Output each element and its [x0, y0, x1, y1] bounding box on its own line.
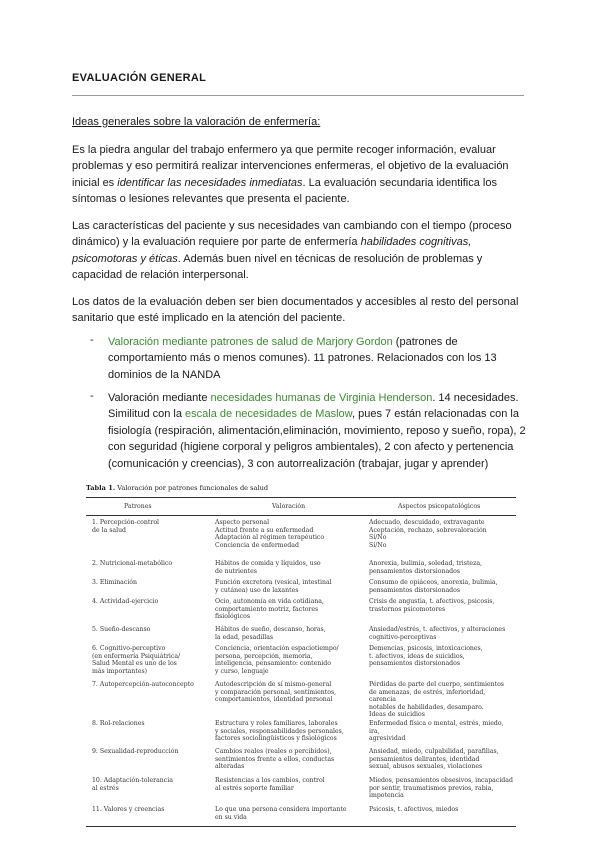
- list-item-text: . 14 necesidades. Similitud con la: [108, 392, 519, 421]
- table-cell-valoracion: Resistencias a los cambios, control al estrés soporte familiar: [215, 777, 325, 792]
- emphasis-text: identificar las necesidades inmediatas: [117, 176, 303, 189]
- list-item-text: Valoración mediante: [108, 392, 211, 404]
- table-cell-patron: 5. Sueño-descanso: [92, 626, 151, 633]
- table-top-rule: [86, 497, 516, 498]
- table-header-aspectos: Aspectos psicopatológicos: [398, 503, 481, 510]
- table-cell-valoracion: Conciencia, orientación espaciotiempo/ persona, percepción, memoria, inteligencia, pensamiento: contenido y curso, lenguaje: [215, 645, 339, 675]
- paragraph-text: . La evaluación secundaria identifica los síntomas o lesiones relevantes que presenta el paciente.: [72, 176, 497, 206]
- page-title: EVALUACIÓN GENERAL: [72, 72, 207, 84]
- table-cell-valoracion: Cambios reales (reales o percibidos), sentimientos frente a ellos, conductas alteradas: [215, 748, 335, 771]
- table-header-patrones: Patrones: [124, 503, 152, 510]
- table-header-valoracion: Valoración: [272, 503, 306, 510]
- table-cell-valoracion: Lo que una persona considera importante en su vida: [215, 806, 347, 821]
- paragraph-text: Las características del paciente y sus necesidades van cambiando con el tiempo (proceso dinámico) y la evaluación requiere por parte de enfermería: [72, 220, 512, 249]
- paragraph-text: Es la piedra angular del trabajo enfermero ya que permite recoger información, evaluar problemas y eso permitirá realizar intervenciones enfermeras, el objetivo de la evaluación inicial es: [72, 144, 509, 189]
- table-caption-text: Valoración por patrones funcionales de salud: [115, 484, 269, 492]
- table-cell-aspectos: Psicosis, t. afectivos, miedos: [369, 806, 459, 813]
- table-header-rule: [86, 515, 516, 516]
- table-cell-aspectos: Ansiedad, miedo, culpabilidad, parafilias, pensamientos delirantes, identidad sexual, abusos sexuales, violaciones: [369, 748, 499, 771]
- gordon-link[interactable]: Valoración mediante patrones de salud de Marjory Gordon: [108, 336, 393, 348]
- table-cell-valoracion: Estructura y roles familiares, laborales y sociales, responsabilidades personales, factores sociolingüísticos y fisiológicos: [215, 720, 344, 743]
- table-cell-aspectos: Enfermedad física o mental, estrés, miedo, ira, agresividad: [369, 720, 504, 743]
- table-cell-aspectos: Miedos, pensamientos obsesivos, incapacidad por sentir, traumatismos previos, rabia, impotencia: [369, 777, 513, 800]
- table-cell-valoracion: Hábitos de sueño, descanso, horas, la edad, pesadillas: [215, 626, 326, 641]
- table-cell-valoracion: Hábitos de comida y líquidos, uso de nutrientes: [215, 560, 321, 575]
- table-cell-patron: 11. Valores y creencias: [92, 806, 165, 813]
- table-cell-valoracion: Ocio, autonomía en vida cotidiana, comportamiento motriz, factores fisiológicos: [215, 598, 324, 621]
- table-cell-aspectos: Ansiedad/estrés, t. afectivos, y alteraciones cognitivo-perceptivas: [369, 626, 506, 641]
- emphasis-text: habilidades cognitivas, psicomotoras y éticas: [72, 236, 472, 265]
- table-cell-aspectos: Adecuado, descuidado, extravagante Aceptación, rechazo, sobrevaloración Sí/No Sí/No: [369, 519, 487, 549]
- table-cell-patron: 2. Nutricional-metabólico: [92, 560, 173, 567]
- bullet-marker: -: [90, 334, 94, 346]
- table-cell-valoracion: Aspecto personal Actitud frente a su enfermedad Adaptación al régimen terapéutico Conciencia de enfermedad: [215, 519, 325, 549]
- table-cell-patron: 7. Autopercepción-autoconcepto: [92, 681, 194, 688]
- bullet-marker: -: [90, 390, 94, 402]
- table-cell-patron: 8. Rol-relaciones: [92, 720, 145, 727]
- table-cell-patron: 3. Eliminación: [92, 579, 138, 586]
- table-cell-patron: 1. Percepción-control de la salud: [92, 519, 160, 534]
- list-item-gordon: [108, 334, 528, 383]
- henderson-link[interactable]: necesidades humanas de Virginia Henderson: [210, 392, 433, 404]
- table-bottom-rule: [86, 826, 516, 827]
- section-subheading: Ideas generales sobre la valoración de enfermería:: [72, 116, 321, 128]
- title-divider: [72, 95, 524, 96]
- paragraph-text: . Además buen nivel en técnicas de resolución de problemas y capacidad de relación interpersonal.: [72, 252, 483, 282]
- maslow-link[interactable]: escala de necesidades de Maslow: [185, 408, 352, 421]
- paragraph-caracteristicas: [72, 218, 528, 284]
- list-item-text: , pues 7 están relacionadas con la fisiología (respiración, alimentación,eliminación, movimiento, reposo y sueño, ropa), 2 con seguridad (higiene corporal y peligros ambientales), 2 con afecto y pertenencia (comunicación y creencias), 3 con autorrealización (trabajar, jugar y aprender): [108, 408, 526, 470]
- list-item-text: (patrones de comportamiento más o menos comunes). 11 patrones. Relacionados con los 13 dominios de la NANDA: [108, 336, 497, 381]
- table-cell-aspectos: Demencias, psicosis, intoxicaciones, t. afectivos, ideas de suicidios, pensamientos distorsionados: [369, 645, 483, 668]
- table-caption-label: Tabla 1.: [86, 484, 116, 492]
- table-cell-valoracion: Función excretora (vesical, intestinal y cutánea) uso de laxantes: [215, 579, 332, 594]
- paragraph-datos: Los datos de la evaluación deben ser bien documentados y accesibles al resto del personal sanitario que esté implicado en la atención del paciente.: [72, 296, 519, 325]
- paragraph-valoracion: [72, 142, 528, 208]
- table-cell-patron: 9. Sexualidad-reproducción: [92, 748, 179, 755]
- table-caption: [86, 484, 268, 492]
- table-cell-patron: 4. Actividad-ejercicio: [92, 598, 159, 605]
- table-cell-aspectos: Consumo de opiáceos, anorexia, bulimia, pensamientos distorsionados: [369, 579, 498, 594]
- table-cell-patron: 6. Cognitivo-perceptivo (en enfermería Psiquiátrica/ Salud Mental es uno de los más importantes): [92, 645, 181, 675]
- table-cell-valoracion: Autodescripción de sí mismo-general y comparación personal, sentimientos, comportamientos, identidad personal: [215, 681, 337, 704]
- list-item-henderson: [108, 390, 528, 472]
- table-cell-aspectos: Pérdidas de parte del cuerpo, sentimientos de amenazas, de estrés, inferioridad, carencia notables de habilidades, desamparo. Ideas de suicidios: [369, 681, 504, 719]
- table-cell-patron: 10. Adaptación-tolerancia al estrés: [92, 777, 173, 792]
- table-cell-aspectos: Anorexia, bulimia, soledad, tristeza, pensamientos distorsionados: [369, 560, 483, 575]
- table-cell-aspectos: Crisis de angustia, t. afectivos, psicosis, trastornos psicomotores: [369, 598, 495, 613]
